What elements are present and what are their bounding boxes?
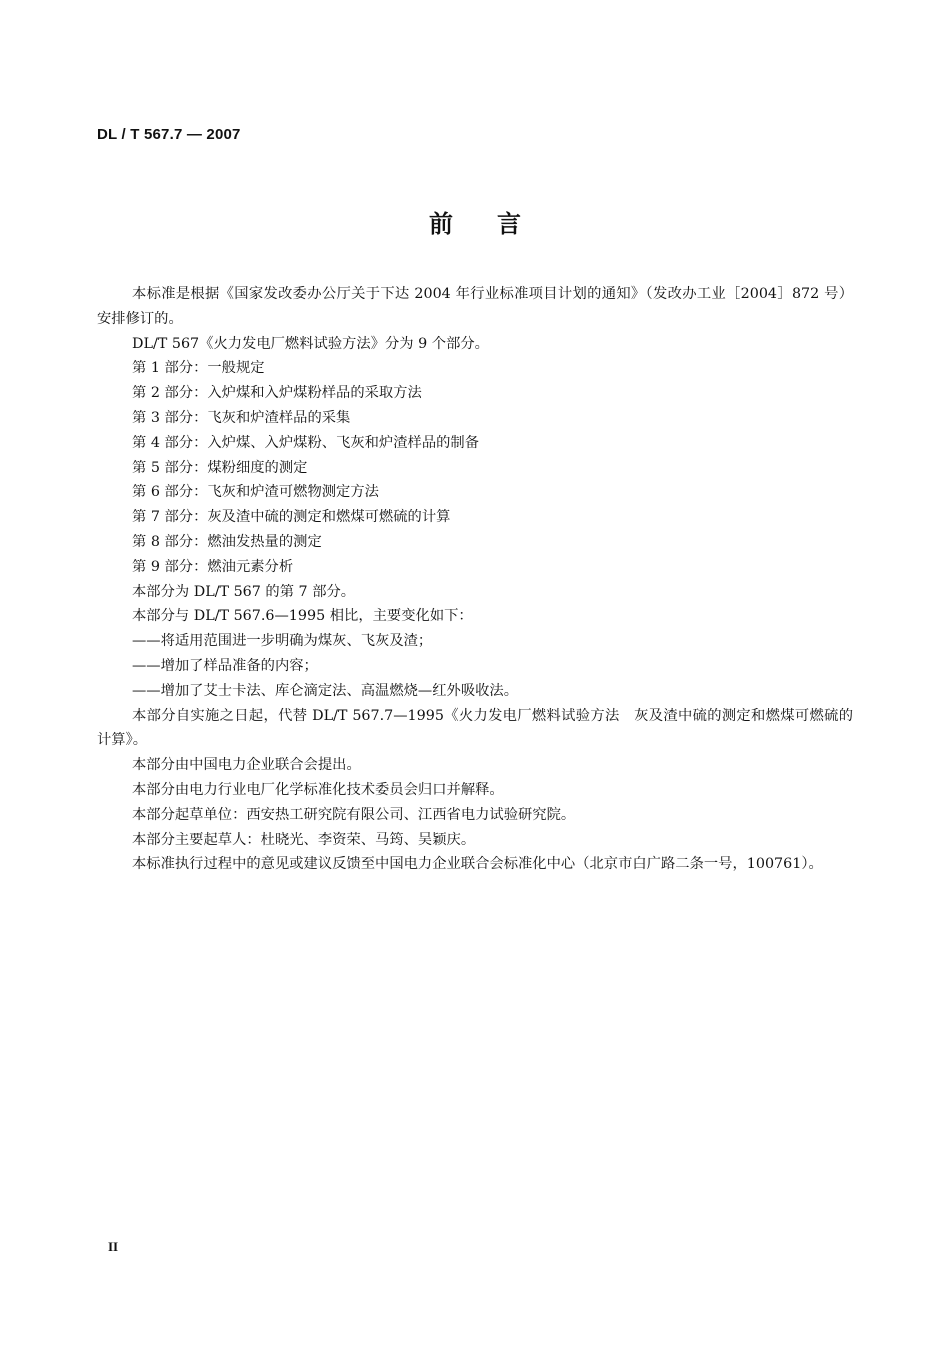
part-list-item: 第 9 部分：燃油元素分析: [132, 558, 294, 575]
paragraph: 本标准执行过程中的意见或建议反馈至中国电力企业联合会标准化中心（北京市白广路二条一号，100761）。: [132, 856, 823, 873]
paragraph: 本部分起草单位：西安热工研究院有限公司、江西省电力试验研究院。: [132, 806, 576, 823]
page-title: 前言: [429, 209, 565, 238]
paragraph: 本部分与 DL/T 567.6—1995 相比，主要变化如下：: [132, 608, 473, 625]
part-list-item: 第 5 部分：煤粉细度的测定: [132, 459, 308, 476]
foreword-body: [97, 282, 853, 877]
part-list-item: 第 1 部分：一般规定: [132, 360, 265, 377]
paragraph: 本标准是根据《国家发改委办公厅关于下达 2004 年行业标准项目计划的通知》（发改办工业［2004］872 号）安排修订的。: [97, 286, 853, 327]
part-list-item: 第 3 部分：飞灰和炉渣样品的采集: [132, 409, 351, 426]
change-list-item: ——增加了样品准备的内容；: [132, 657, 318, 674]
part-list-item: 第 2 部分：入炉煤和入炉煤粉样品的采取方法: [132, 385, 422, 402]
paragraph: 本部分由电力行业电厂化学标准化技术委员会归口并解释。: [132, 781, 504, 798]
part-list-item: 第 7 部分：灰及渣中硫的测定和燃煤可燃硫的计算: [132, 509, 451, 526]
change-list-item: ——增加了艾士卡法、库仑滴定法、高温燃烧—红外吸收法。: [132, 682, 519, 699]
part-list-item: 第 4 部分：入炉煤、入炉煤粉、飞灰和炉渣样品的制备: [132, 434, 480, 451]
change-list-item: ——将适用范围进一步明确为煤灰、飞灰及渣；: [132, 633, 433, 650]
page-number: II: [108, 1239, 119, 1254]
paragraph: 本部分由中国电力企业联合会提出。: [132, 757, 361, 774]
part-list-item: 第 8 部分：燃油发热量的测定: [132, 533, 322, 550]
paragraph: DL/T 567《火力发电厂燃料试验方法》分为 9 个部分。: [132, 335, 489, 352]
paragraph: 本部分主要起草人：杜晓光、李资荣、马筠、吴颖庆。: [132, 831, 476, 848]
part-list-item: 第 6 部分：飞灰和炉渣可燃物测定方法: [132, 484, 379, 501]
paragraph: 本部分为 DL/T 567 的第 7 部分。: [132, 583, 356, 600]
standard-code: DL / T 567.7 — 2007: [97, 126, 241, 143]
paragraph: 本部分自实施之日起，代替 DL/T 567.7—1995《火力发电厂燃料试验方法 灰及渣中硫的测定和燃煤可燃硫的计算》。: [97, 707, 853, 749]
